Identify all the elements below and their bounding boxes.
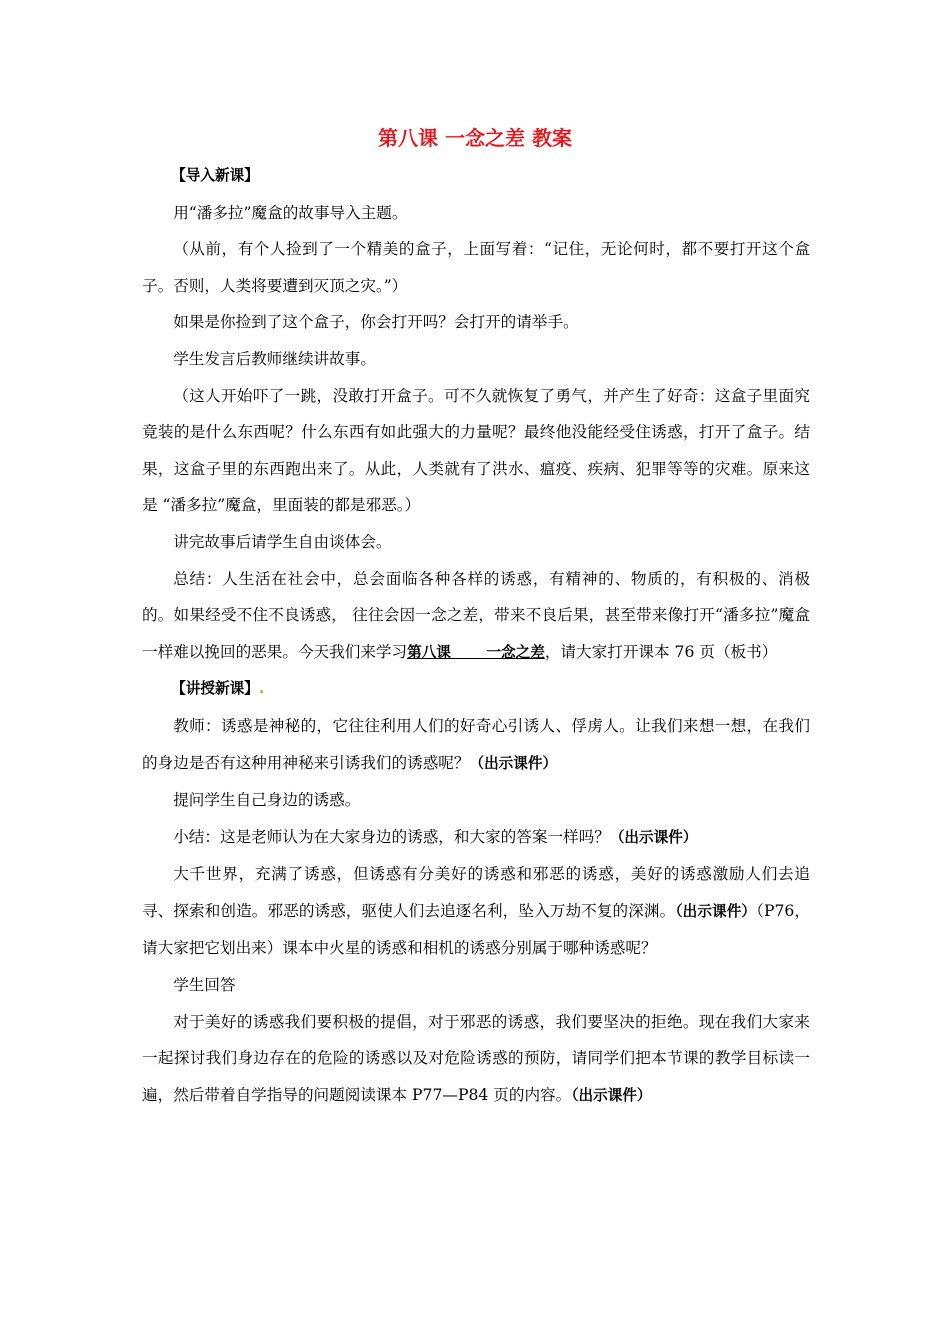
- paragraph: 小结：这是老师认为在大家身边的诱惑，和大家的答案一样吗？（出示课件）: [173, 827, 698, 846]
- paragraph: 学生发言后教师继续讲故事。: [173, 349, 376, 368]
- paragraph: 用“潘多拉”魔盒的故事导入主题。: [173, 203, 408, 222]
- paragraph: 大千世界，充满了诱惑，但诱惑有分美好的诱惑和邪恶的诱惑，美好的诱惑激励人们去追寻、探索和创造。邪恶的诱惑，驱使人们去追逐名利，坠入万劫不复的深渊。（出示课件）（P76，请大家把它划出来）课本中火星的诱惑和相机的诱惑分别属于哪种诱惑呢？: [142, 865, 810, 958]
- paragraph: 教师：诱惑是神秘的，它往往利用人们的好奇心引诱人、俘虏人。让我们来想一想，在我们的身边是否有这种用神秘来引诱我们的诱惑呢？（出示课件）: [142, 716, 810, 772]
- paragraph-summary: [142, 561, 810, 672]
- document-body: [142, 158, 810, 1114]
- paragraph: 讲完故事后请学生自由谈体会。: [173, 532, 392, 551]
- title-topic: 一念之差: [445, 126, 525, 150]
- courseware-note: （出示课件）: [675, 902, 757, 920]
- paragraph: 提问学生自己身边的诱惑。: [173, 791, 361, 810]
- courseware-note: （出示课件）: [571, 1086, 652, 1104]
- title-lesson: 第八课: [378, 126, 439, 150]
- title-suffix: 教案: [531, 126, 572, 150]
- paragraph: 学生回答: [173, 976, 236, 995]
- paragraph: （从前，有个人捡到了一个精美的盒子，上面写着：“记住，无论何时，都不要打开这个盒子。否则，人类将要遭到灭顶之灾。”）: [142, 240, 810, 295]
- paragraph: 对于美好的诱惑我们要积极的提倡，对于邪恶的诱惑，我们要坚决的拒绝。现在我们大家来一起探讨我们身边存在的危险的诱惑以及对危险诱惑的预防，请同学们把本节课的教学目标读一遍，然后带着自学指导的问题阅读课本 P77—P84 页的内容。（出示课件）: [142, 1012, 810, 1104]
- courseware-note: （出示课件）: [609, 828, 698, 846]
- paragraph: 如果是你捡到了这个盒子，你会打开吗？会打开的请举手。: [173, 313, 579, 332]
- section-heading-teach: 【讲授新课】.: [171, 680, 265, 698]
- paragraph: （这人开始吓了一跳，没敢打开盒子。可不久就恢复了勇气，并产生了好奇：这盒子里面究竟装的是什么东西呢？什么东西有如此强大的力量呢？最终他没能经受住诱惑，打开了盒子。结果，这盒子里的东西跑出来了。从此，人类就有了洪水、瘟疫、疾病、犯罪等等的灾难。原来这是 “潘多拉”魔盒，里面装的都是邪恶。）: [142, 386, 810, 515]
- lesson-title-inline: 第八课 一念之差: [407, 643, 545, 661]
- page-title: [0, 124, 950, 152]
- section-heading-intro: 【导入新课】: [171, 167, 259, 184]
- courseware-note: （出示课件）: [469, 754, 558, 772]
- summary-text-end: ，请大家打开课本 76 页（板书）: [544, 642, 778, 661]
- summary-text: 总结：人生活在社会中，总会面临各种各样的诱惑，有精神的、物质的，有积极的、消极的。如果经受不住不良诱惑， 往往会因一念之差，带来不良后果，甚至带来像打开“潘多拉”魔盒一样难以挽回的恶果。今天我们来学习: [142, 569, 810, 661]
- section-heading-teach-label: 【讲授新课】: [171, 680, 259, 698]
